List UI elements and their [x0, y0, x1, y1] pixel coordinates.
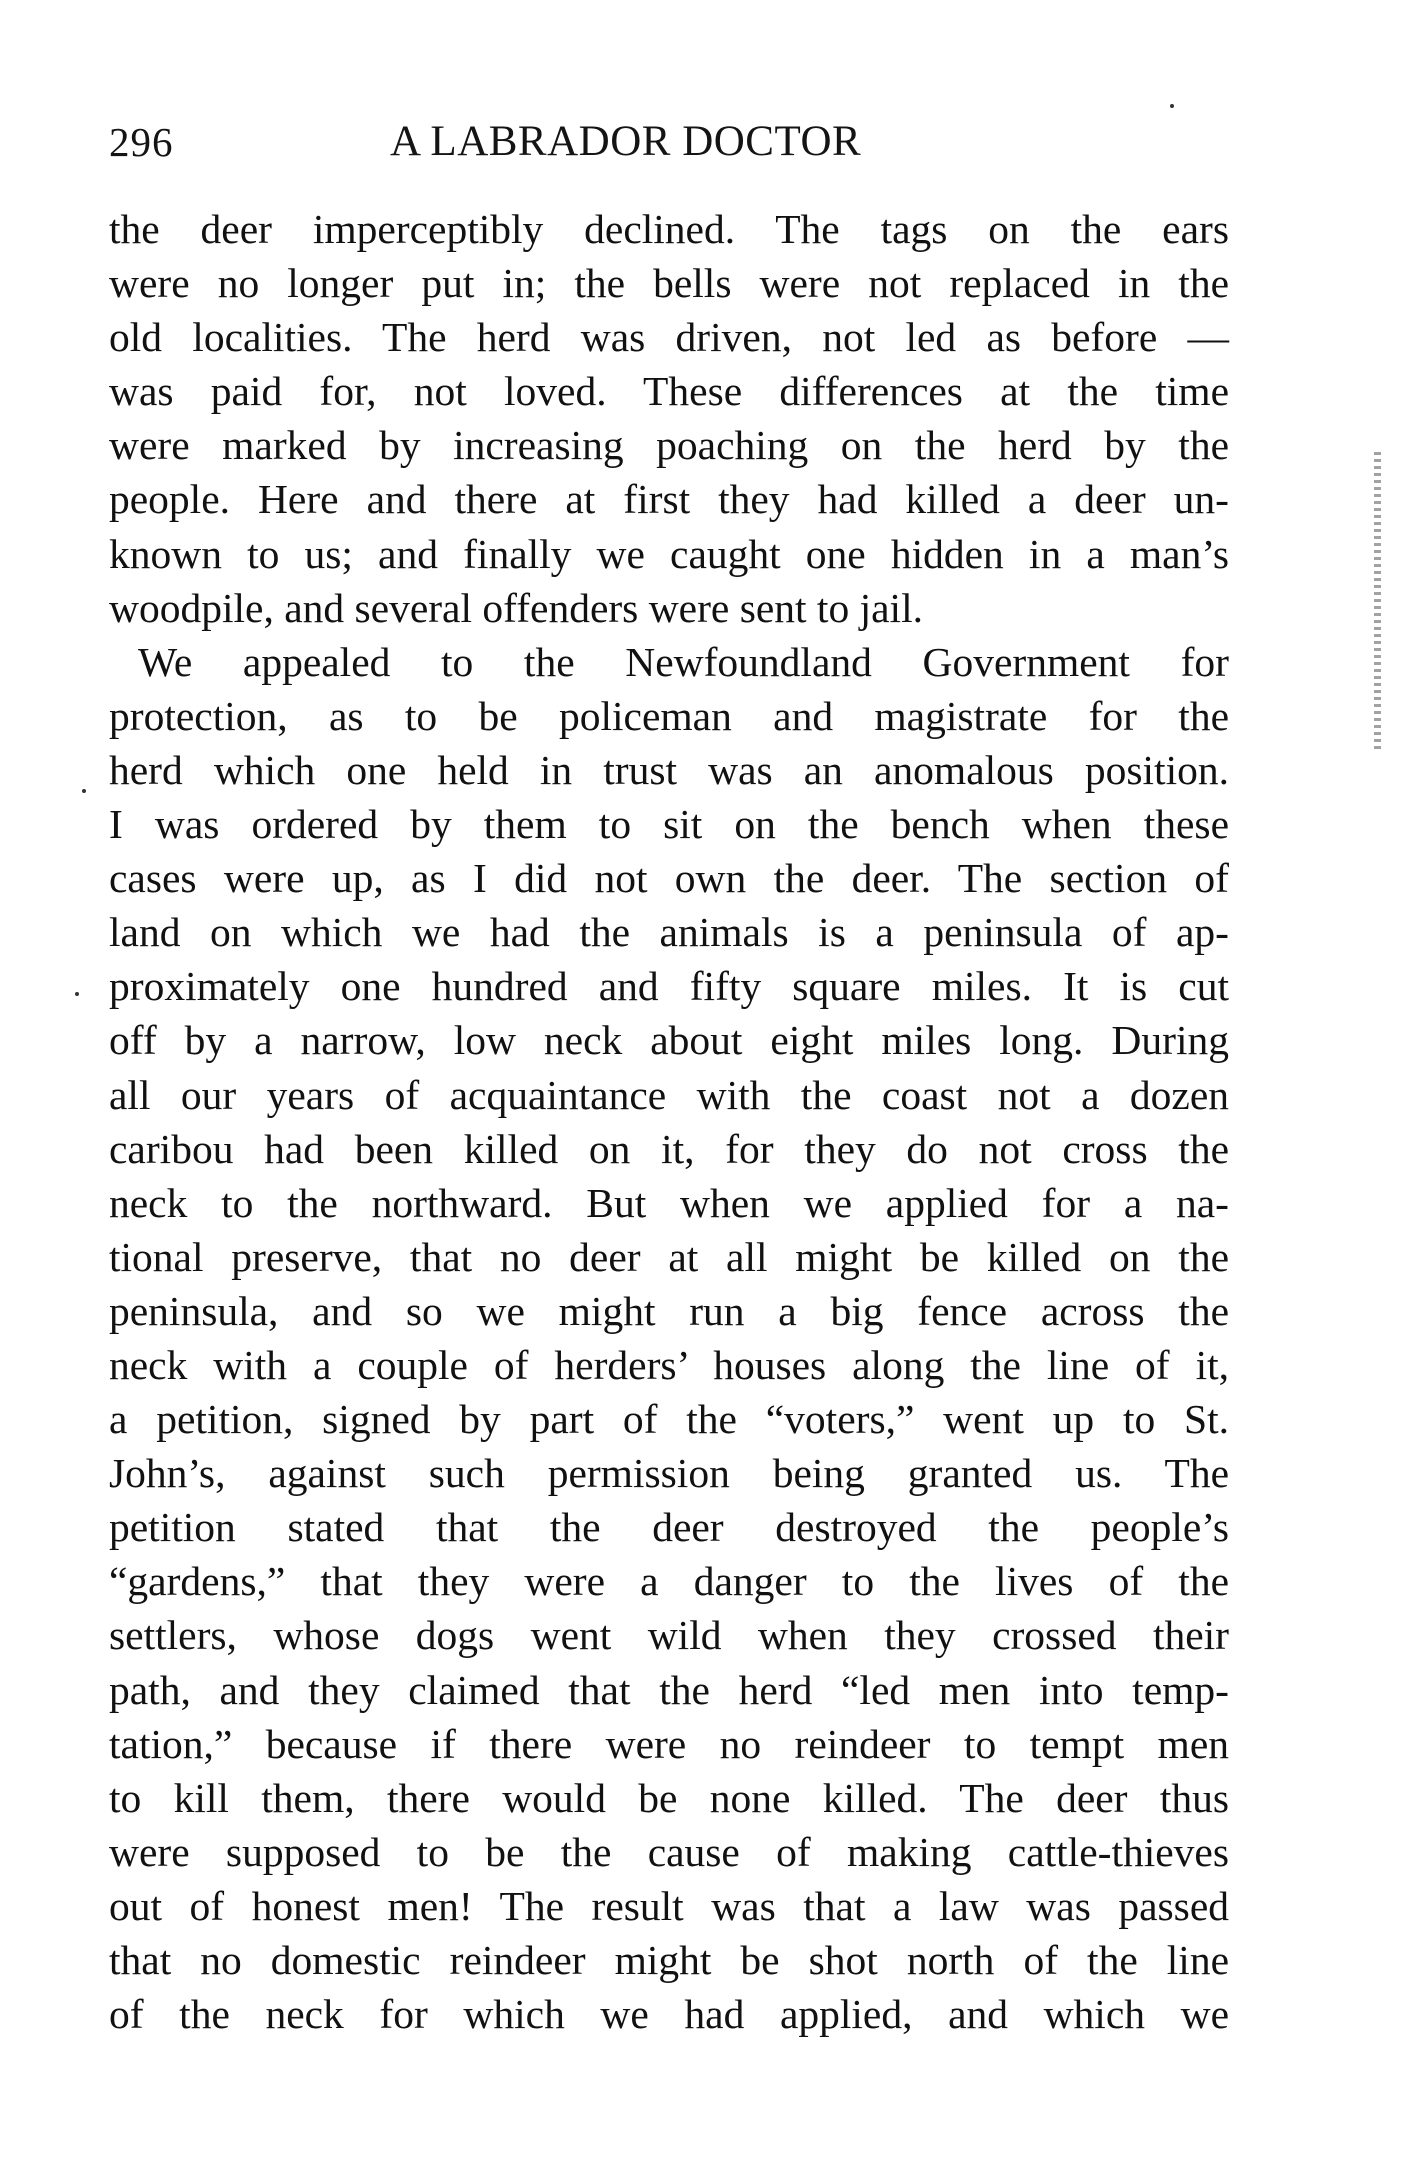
text-line: were supposed to be the cause of making cattle-thieves [109, 1828, 1229, 1875]
text-line: was paid for, not loved. These differences at the time [109, 368, 1229, 415]
text-line: that no domestic reindeer might be shot north of the line [109, 1937, 1229, 1983]
text-line: were no longer put in; the bells were not replaced in the [109, 260, 1229, 307]
text-line: peninsula, and so we might run a big fence across the [109, 1287, 1229, 1334]
text-line: herd which one held in trust was an anomalous position. [109, 746, 1229, 793]
text-line: land on which we had the animals is a peninsula of ap- [109, 909, 1229, 956]
text-line: We appealed to the Newfoundland Government for [138, 638, 1229, 685]
text-line: neck with a couple of herders’ houses along the line of it, [109, 1341, 1229, 1388]
text-line: known to us; and finally we caught one hidden in a man’s [109, 530, 1229, 577]
text-line: to kill them, there would be none killed. The deer thus [109, 1774, 1229, 1821]
text-line: settlers, whose dogs went wild when they crossed their [109, 1612, 1229, 1659]
text-line: were marked by increasing poaching on the herd by the [109, 422, 1229, 469]
text-line: woodpile, and several offenders were sent to jail. [109, 584, 923, 631]
text-line: all our years of acquaintance with the coast not a dozen [109, 1071, 1229, 1118]
page-number: 296 [109, 119, 174, 165]
text-line: protection, as to be policeman and magistrate for the [109, 692, 1229, 739]
text-line: off by a narrow, low neck about eight miles long. During [109, 1017, 1229, 1064]
text-line: caribou had been killed on it, for they do not cross the [109, 1125, 1229, 1172]
text-line: “gardens,” that they were a danger to the lives of the [109, 1558, 1229, 1605]
scan-speck [1170, 104, 1174, 108]
text-line: tation,” because if there were no reindeer to tempt men [109, 1720, 1229, 1767]
text-line: out of honest men! The result was that a law was passed [109, 1882, 1229, 1929]
running-title: A LABRADOR DOCTOR [390, 118, 862, 165]
text-line: cases were up, as I did not own the deer. The section of [109, 855, 1229, 902]
text-line: John’s, against such permission being granted us. The [109, 1450, 1229, 1497]
scan-artifact [1374, 452, 1381, 752]
text-line: the deer imperceptibly declined. The tags on the ears [109, 206, 1229, 252]
text-line: old localities. The herd was driven, not led as before — [109, 314, 1229, 361]
text-line: of the neck for which we had applied, and which we [109, 1991, 1229, 2038]
page-header [109, 112, 1229, 172]
text-line: tional preserve, that no deer at all might be killed on the [109, 1233, 1229, 1280]
text-line: proximately one hundred and fifty square miles. It is cut [109, 963, 1229, 1010]
text-line: path, and they claimed that the herd “led men into temp- [109, 1666, 1229, 1713]
text-line: people. Here and there at first they had killed a deer un- [109, 476, 1229, 523]
text-line: I was ordered by them to sit on the bench when these [109, 801, 1229, 848]
scan-speck [75, 992, 79, 996]
text-line: petition stated that the deer destroyed the people’s [109, 1504, 1229, 1551]
body-text [109, 202, 1229, 2041]
scan-speck [82, 789, 86, 793]
text-line: a petition, signed by part of the “voters,” went up to St. [109, 1396, 1229, 1443]
text-line: neck to the northward. But when we applied for a na- [109, 1179, 1229, 1226]
